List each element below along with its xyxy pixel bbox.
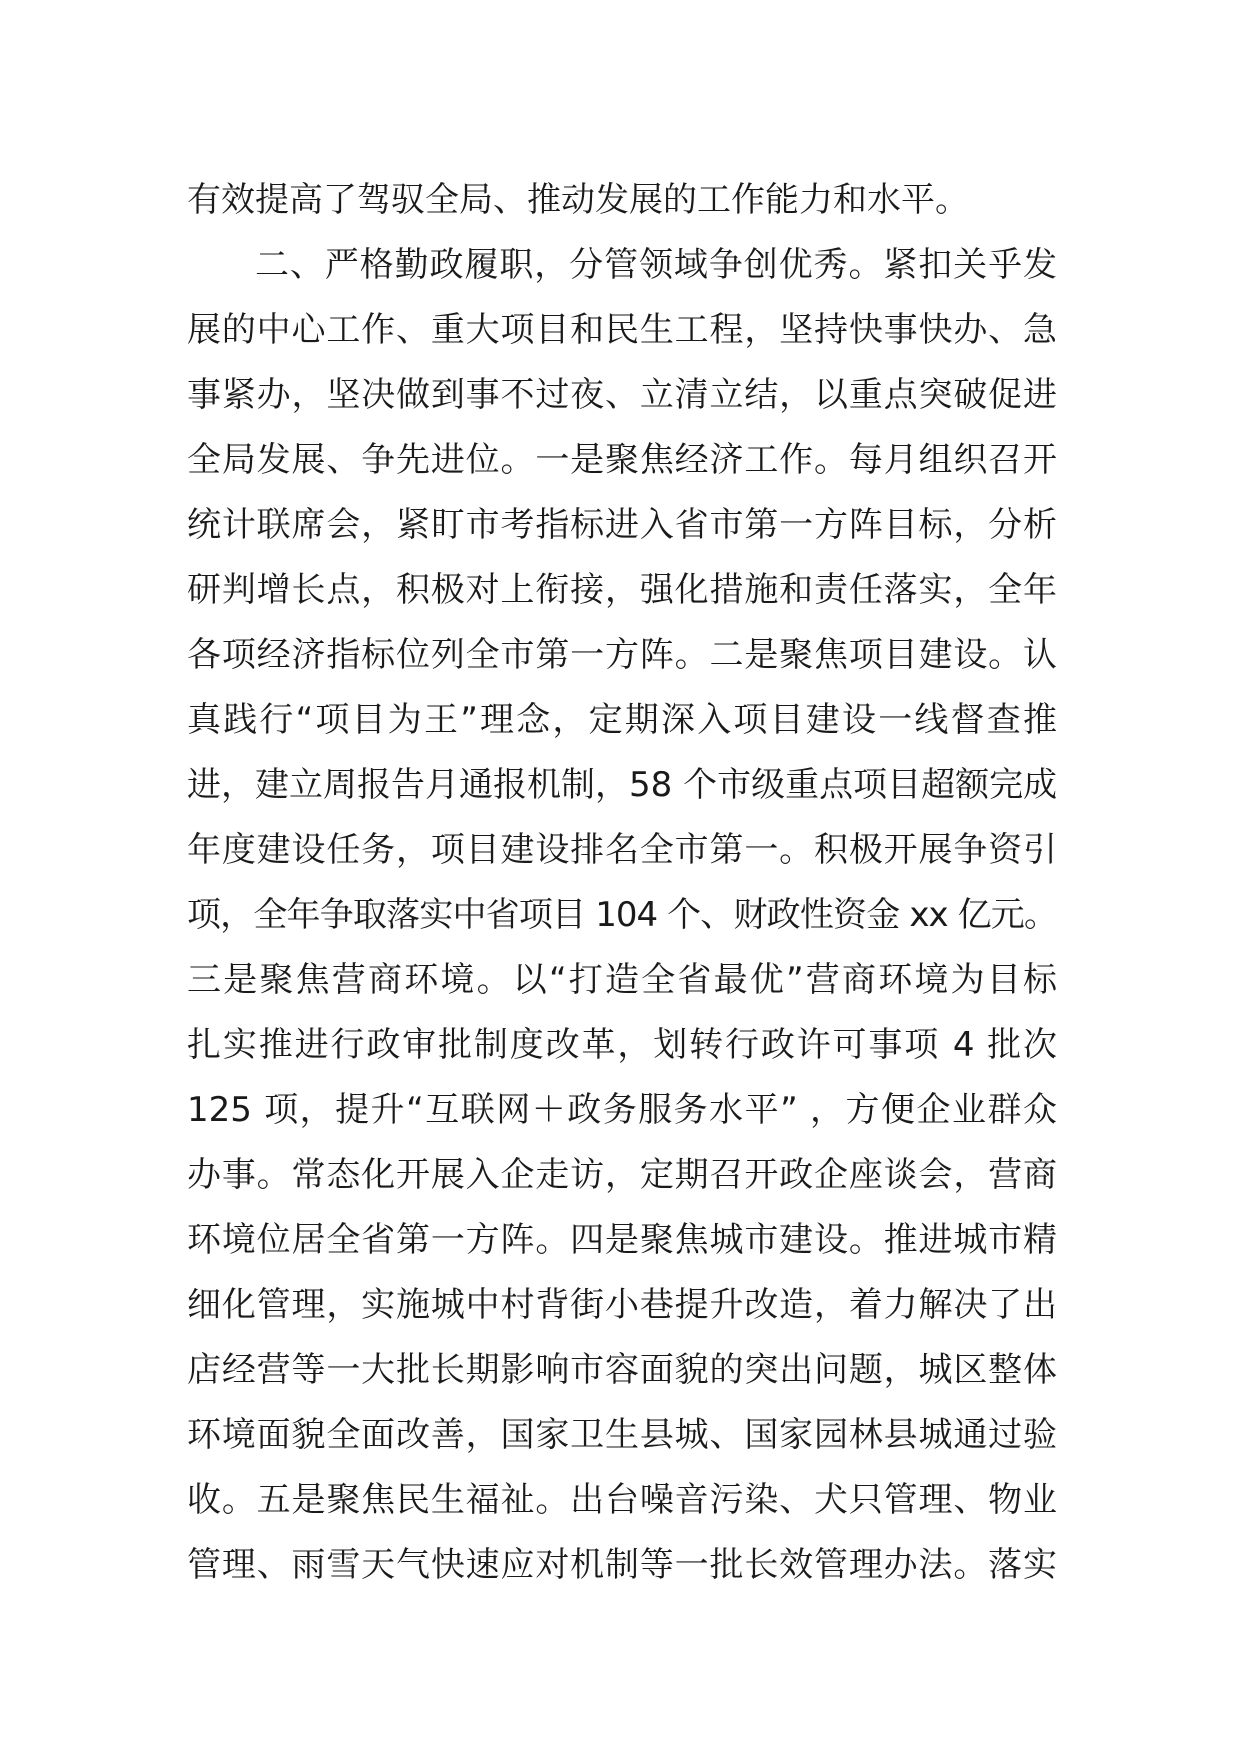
text-line: 二、严格勤政履职，分管领域争创优秀。紧扣关乎发 <box>255 245 1057 285</box>
text-line: 展的中心工作、重大项目和民生工程，坚持快事快办、急 <box>187 310 1057 350</box>
text-line: 管理、雨雪天气快速应对机制等一批长效管理办法。落实 <box>187 1545 1057 1585</box>
text-line: 收。五是聚焦民生福祉。出台噪音污染、犬只管理、物业 <box>187 1480 1057 1520</box>
text-line: 真践行“项目为王”理念，定期深入项目建设一线督查推 <box>187 700 1057 740</box>
text-line: 年度建设任务，项目建设排名全市第一。积极开展争资引 <box>187 830 1057 870</box>
text-line: 各项经济指标位列全市第一方阵。二是聚焦项目建设。认 <box>187 635 1057 675</box>
text-line: 事紧办，坚决做到事不过夜、立清立结，以重点突破促进 <box>187 375 1057 415</box>
text-line: 研判增长点，积极对上衔接，强化措施和责任落实，全年 <box>187 570 1057 610</box>
text-line: 进，建立周报告月通报机制，58 个市级重点项目超额完成 <box>187 765 1058 805</box>
text-line: 细化管理，实施城中村背街小巷提升改造，着力解决了出 <box>187 1285 1057 1325</box>
text-line: 办事。常态化开展入企走访，定期召开政企座谈会，营商 <box>187 1155 1057 1195</box>
text-line: 项，全年争取落实中省项目 104 个、财政性资金 xx 亿元。 <box>187 895 1057 935</box>
text-line: 125 项，提升“互联网＋政务服务水平” ，方便企业群众 <box>187 1090 1057 1130</box>
text-line: 环境位居全省第一方阵。四是聚焦城市建设。推进城市精 <box>187 1220 1057 1260</box>
text-line: 全局发展、争先进位。一是聚焦经济工作。每月组织召开 <box>187 440 1057 480</box>
text-line: 环境面貌全面改善，国家卫生县城、国家园林县城通过验 <box>187 1415 1057 1455</box>
text-line: 三是聚焦营商环境。以“打造全省最优”营商环境为目标 <box>187 960 1057 1000</box>
text-line: 扎实推进行政审批制度改革，划转行政许可事项 4 批次 <box>187 1025 1057 1065</box>
text-line: 统计联席会，紧盯市考指标进入省市第一方阵目标，分析 <box>187 505 1057 545</box>
text-line: 店经营等一大批长期影响市容面貌的突出问题，城区整体 <box>187 1350 1057 1390</box>
text-line: 有效提高了驾驭全局、推动发展的工作能力和水平。 <box>187 180 969 220</box>
body-text <box>187 168 1057 1598</box>
